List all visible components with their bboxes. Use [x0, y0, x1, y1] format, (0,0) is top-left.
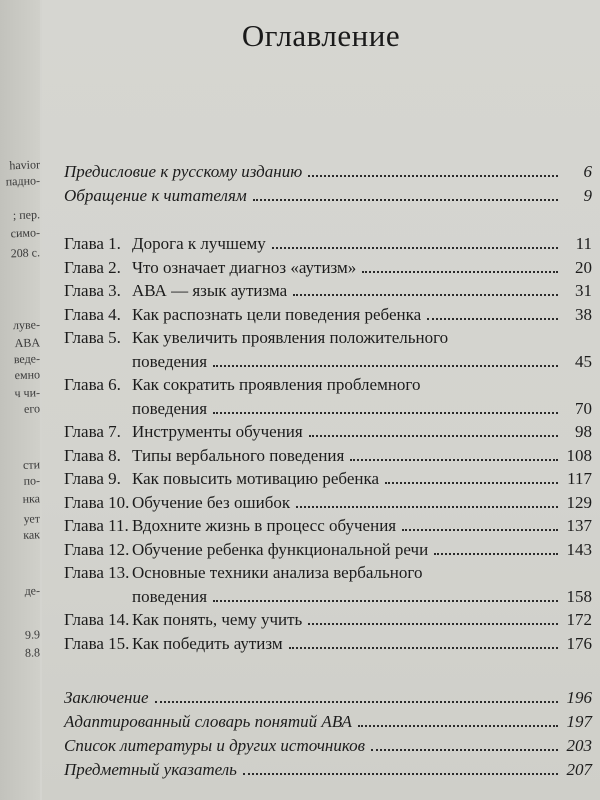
chapter-label: Глава 10.: [64, 492, 130, 512]
dot-leader: [371, 749, 558, 751]
page-number: 108: [566, 445, 592, 465]
entry-title: Предметный указатель: [64, 760, 237, 779]
entry-title-continuation: поведения: [132, 586, 208, 606]
page-number: 143: [566, 539, 592, 559]
chapter-label: Глава 2.: [64, 257, 121, 277]
adjacent-page-edge: [0, 0, 40, 800]
toc-entry-chapter[interactable]: [64, 604, 592, 630]
dot-leader: [213, 365, 558, 367]
toc-entry-back[interactable]: [64, 730, 592, 756]
page-number: 196: [566, 688, 592, 707]
toc-entry-chapter[interactable]: [64, 369, 592, 395]
entry-title-continuation: поведения: [132, 398, 208, 418]
page-number: 129: [566, 492, 592, 512]
page-number: 117: [567, 469, 592, 488]
dot-leader: [253, 199, 558, 201]
edge-text-fragment: нка: [22, 491, 40, 506]
toc-entry-chapter[interactable]: [64, 534, 592, 560]
toc-entry-chapter[interactable]: [64, 275, 592, 301]
chapter-label: Глава 4.: [64, 304, 121, 324]
entry-title: Основные техники анализа вербального: [132, 563, 423, 582]
chapter-label: Глава 8.: [64, 445, 121, 465]
edge-text-fragment: емно: [14, 367, 40, 383]
entry-title: Обучение ребенка функциональной речи: [132, 539, 429, 559]
entry-title: Как повысить мотивацию ребенка: [132, 469, 380, 488]
toc-entry-chapter[interactable]: [64, 510, 592, 536]
toc-page: [42, 0, 600, 800]
edge-text-fragment: веде-: [13, 351, 40, 367]
page-number: 98: [575, 422, 592, 441]
page-number: 31: [575, 281, 592, 300]
chapter-label: Глава 12.: [64, 539, 130, 559]
edge-text-fragment: сти: [22, 457, 40, 472]
toc-entry-back[interactable]: [64, 754, 592, 780]
entry-title: Что означает диагноз «аутизм»: [132, 257, 357, 277]
dot-leader: [309, 435, 558, 437]
entry-title: Как распознать цели поведения ребенка: [132, 304, 422, 324]
page-number: 20: [575, 257, 592, 277]
chapter-label: Глава 5.: [64, 328, 121, 347]
entry-title: Инструменты обучения: [132, 422, 303, 441]
chapter-label: Глава 13.: [64, 563, 130, 582]
page-number: 45: [575, 351, 592, 371]
entry-title: Вдохните жизнь в процесс обучения: [132, 516, 397, 535]
page-number: 137: [566, 516, 592, 535]
chapter-label: Глава 11.: [64, 516, 129, 535]
page-number: 70: [575, 398, 592, 418]
entry-title: Предисловие к русскому изданию: [64, 162, 303, 181]
toc-entry-chapter[interactable]: [64, 487, 592, 513]
chapter-label: Глава 6.: [64, 375, 121, 394]
chapter-label: Глава 14.: [64, 610, 130, 629]
toc-entry-chapter-continuation[interactable]: [64, 581, 592, 607]
page-number: 176: [566, 633, 592, 653]
toc-entry-chapter[interactable]: [64, 557, 592, 583]
toc-entry-back[interactable]: [64, 682, 592, 708]
edge-text-fragment: 208 с.: [10, 245, 40, 261]
edge-text-fragment: 8.8: [24, 645, 40, 660]
toc-entry-chapter[interactable]: [64, 628, 592, 654]
toc-entry-chapter[interactable]: [64, 299, 592, 325]
toc-entry-chapter-continuation[interactable]: [64, 393, 592, 419]
entry-title: АВА — язык аутизма: [132, 281, 288, 300]
edge-text-fragment: падно-: [5, 173, 40, 189]
edge-text-fragment: ABA: [14, 335, 40, 351]
page-number: 38: [575, 304, 592, 324]
page-number: 6: [583, 162, 592, 181]
dot-leader: [434, 553, 558, 555]
page-number: 158: [566, 586, 592, 606]
toc-entry-chapter-continuation[interactable]: [64, 346, 592, 372]
edge-text-fragment: по-: [23, 473, 40, 488]
dot-leader: [308, 175, 558, 177]
dot-leader: [358, 725, 558, 727]
entry-title: Заключение: [64, 688, 149, 707]
toc-entry-back[interactable]: [64, 706, 592, 732]
chapter-label: Глава 1.: [64, 234, 121, 253]
edge-text-fragment: ч чи-: [14, 385, 40, 401]
edge-text-fragment: де-: [24, 583, 40, 598]
toc-entry-front[interactable]: [64, 180, 592, 206]
page-number: 172: [566, 610, 592, 629]
dot-leader: [243, 773, 558, 775]
page-title: Оглавление: [241, 18, 401, 53]
edge-text-fragment: как: [22, 527, 40, 542]
entry-title: Обучение без ошибок: [132, 492, 291, 512]
dot-leader: [385, 482, 558, 484]
entry-title: Типы вербального поведения: [132, 445, 345, 465]
entry-title: Как сократить проявления проблемного: [132, 375, 421, 394]
entry-title: Как победить аутизм: [132, 633, 283, 653]
toc-entry-chapter[interactable]: [64, 416, 592, 442]
dot-leader: [213, 600, 558, 602]
entry-title-continuation: поведения: [132, 351, 208, 371]
edge-text-fragment: havior: [9, 157, 40, 173]
dot-leader: [293, 294, 558, 296]
entry-title: Как увеличить проявления положительного: [132, 328, 449, 347]
toc-entry-chapter[interactable]: [64, 322, 592, 348]
toc-entry-chapter[interactable]: [64, 440, 592, 466]
page-number: 197: [566, 712, 592, 731]
edge-text-fragment: ; пер.: [12, 207, 40, 223]
edge-text-fragment: 9.9: [24, 627, 40, 642]
entry-title: Дорога к лучшему: [132, 234, 266, 253]
toc-entry-chapter[interactable]: [64, 228, 592, 254]
dot-leader: [213, 412, 558, 414]
chapter-label: Глава 15.: [64, 633, 130, 653]
dot-leader: [362, 271, 558, 273]
chapter-label: Глава 3.: [64, 281, 121, 300]
dot-leader: [289, 647, 558, 649]
edge-text-fragment: симо-: [10, 225, 40, 241]
dot-leader: [427, 318, 558, 320]
entry-title: Список литературы и других источников: [64, 736, 366, 755]
entry-title: Обращение к читателям: [64, 186, 247, 205]
page-number: 207: [566, 760, 592, 779]
toc-entry-chapter[interactable]: [64, 463, 592, 489]
chapter-label: Глава 9.: [64, 469, 121, 488]
entry-title: Адаптированный словарь понятий АВА: [64, 712, 352, 731]
page-number: 9: [583, 186, 592, 205]
entry-title: Как понять, чему учить: [132, 610, 303, 629]
edge-text-fragment: лувe-: [12, 317, 40, 333]
dot-leader: [402, 529, 558, 531]
dot-leader: [350, 459, 558, 461]
chapter-label: Глава 7.: [64, 422, 121, 441]
dot-leader: [155, 701, 558, 703]
edge-text-fragment: ует: [23, 511, 40, 526]
dot-leader: [272, 247, 558, 249]
toc-entry-front[interactable]: [64, 156, 592, 182]
page-number: 203: [566, 736, 592, 755]
dot-leader: [308, 623, 558, 625]
toc-entry-chapter[interactable]: [64, 252, 592, 278]
edge-text-fragment: его: [23, 401, 40, 416]
page-number: 11: [575, 234, 592, 253]
dot-leader: [296, 506, 558, 508]
